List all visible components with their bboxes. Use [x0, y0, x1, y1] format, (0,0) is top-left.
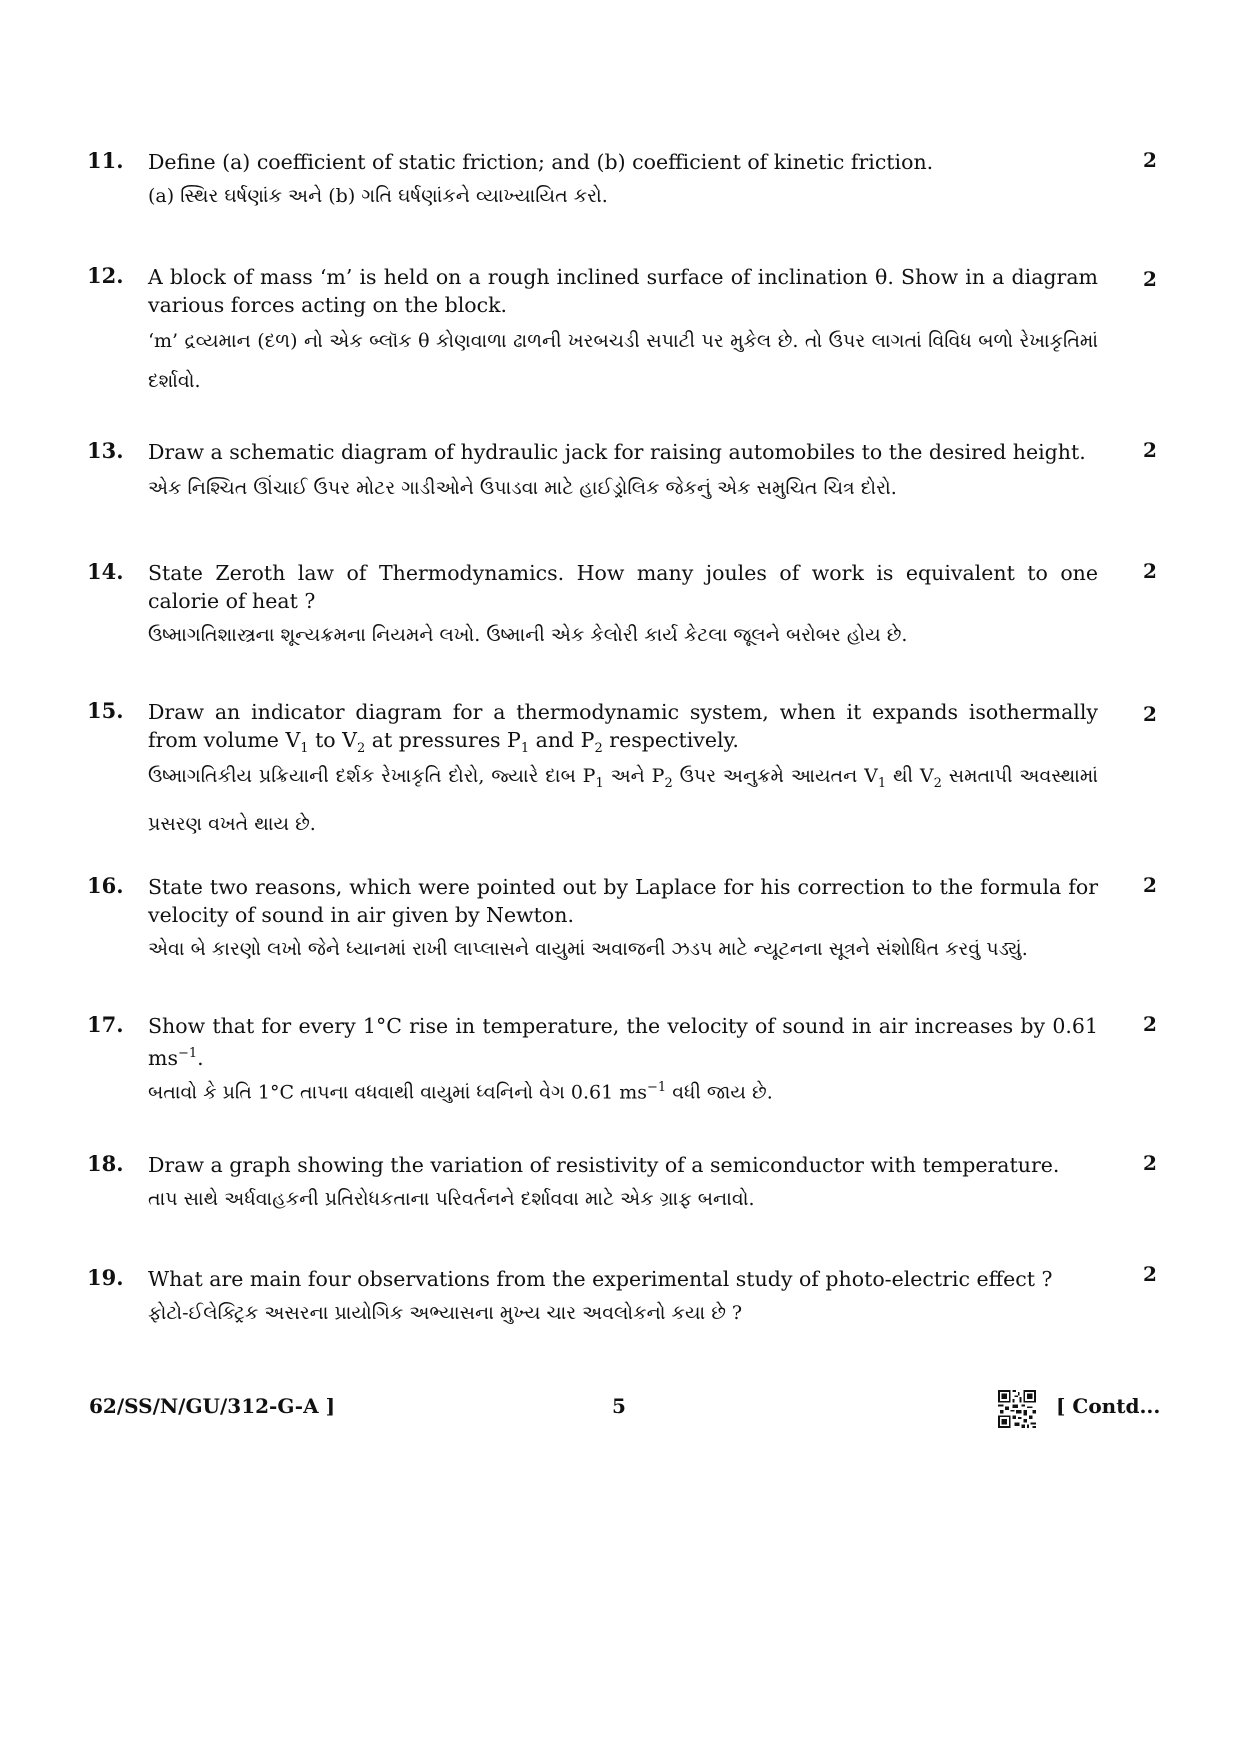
question-number: 13.: [87, 438, 124, 463]
question-text-gujarati: એવા બે કારણો લખો જેને ધ્યાનમાં રાખી લાપ્લાસને વાયુમાં અવાજની ઝડપ માટે ન્યૂટનના સૂત્રને સંશોધિત કરવું પડ્યું.: [148, 938, 1028, 960]
question-number: 16.: [87, 873, 124, 898]
question-marks: 2: [1143, 559, 1157, 583]
question-text-gujarati: (a) સ્થિર ઘર્ષણાંક અને (b) ગતિ ઘર્ષણાંકને વ્યાખ્યાયિત કરો.: [148, 185, 608, 207]
question-marks: 2: [1143, 267, 1157, 291]
question-text-gujarati: ઉષ્માગતિશાસ્ત્રના શૂન્યક્રમના નિયમને લખો. ઉષ્માની એક કેલોરી કાર્ય કેટલા જૂલને બરોબર હોય છે.: [148, 624, 908, 646]
question-text-english: State two reasons, which were pointed out by Laplace for his correction to the formula for velocity of sound in air given by Newton.: [148, 875, 1098, 927]
question-marks: 2: [1143, 873, 1157, 897]
continued-label: [ Contd...: [1056, 1394, 1161, 1418]
question-number: 14.: [87, 559, 124, 584]
question-marks: 2: [1143, 1012, 1157, 1036]
page-footer: [0, 1394, 1240, 1434]
question-text-english: Define (a) coefficient of static friction; and (b) coefficient of kinetic friction.: [148, 150, 934, 174]
question-text-gujarati: ફોટો-ઈલેક્ટ્રિક અસરના પ્રાયોગિક અભ્યાસના મુખ્ય ચાર અવલોકનો કયા છે ?: [148, 1302, 743, 1324]
question-number: 17.: [87, 1012, 124, 1037]
question-text-gujarati: ઉષ્માગતિકીય પ્રક્રિયાની દર્શક રેખાકૃતિ દોરો, જ્યારે દાબ $P_1$ અને $P_2$ ઉપર અનુક્રમે આયતન $V_1$ થી $V_2$ સમતાપી અવસ્થામાં પ્રસરણ વખતે થાય છે.: [148, 765, 1098, 835]
question-text-english: Draw an indicator diagram for a thermodynamic system, when it expands isothermally from volume $V_1$ to $V_2$ at pressures $P_1$ and $P_2$ respectively.: [148, 700, 1098, 757]
question-text-english: Show that for every 1°C rise in temperature, the velocity of sound in air increases by 0.61 $ms^{-1}$.: [148, 1014, 1098, 1070]
page-number: 5: [612, 1394, 626, 1418]
question-number: 11.: [87, 148, 124, 173]
question-number: 12.: [87, 263, 124, 288]
question-number: 18.: [87, 1151, 124, 1176]
question-text-english: Draw a schematic diagram of hydraulic jack for raising automobiles to the desired height.: [148, 440, 1086, 464]
question-text-english: Draw a graph showing the variation of resistivity of a semiconductor with temperature.: [148, 1153, 1060, 1177]
question-text-gujarati: બતાવો કે પ્રતિ 1°C તાપના વધવાથી વાયુમાં ધ્વનિનો વેગ 0.61 $ms^{-1}$ વધી જાય છે.: [148, 1080, 773, 1104]
question-text-english: A block of mass ‘m’ is held on a rough inclined surface of inclination θ. Show in a diagram various forces acting on the block.: [148, 265, 1098, 317]
question-marks: 2: [1143, 1262, 1157, 1286]
paper-code: 62/SS/N/GU/312-G-A ]: [89, 1394, 336, 1418]
question-text-gujarati: એક નિશ્ચિત ઊંચાઈ ઉપર મોટર ગાડીઓને ઉપાડવા માટે હાઈડ્રોલિક જેકનું એક સમુચિત ચિત્ર દોરો.: [148, 477, 897, 499]
question-text-gujarati: તાપ સાથે અર્ધવાહકની પ્રતિરોધકતાના પરિવર્તનને દર્શાવવા માટે એક ગ્રાફ બનાવો.: [148, 1188, 755, 1210]
question-number: 15.: [87, 698, 124, 723]
qr-code-icon: [998, 1390, 1036, 1428]
question-marks: 2: [1143, 702, 1157, 726]
question-marks: 2: [1143, 148, 1157, 172]
question-number: 19.: [87, 1265, 124, 1290]
question-marks: 2: [1143, 438, 1157, 462]
question-marks: 2: [1143, 1151, 1157, 1175]
question-text-gujarati: ‘m’ દ્રવ્યમાન (દળ) નો એક બ્લૉક θ કોણવાળા ઢાળની ખરબચડી સપાટી પર મુકેલ છે. તો ઉપર લાગતાં વિવિધ બળો રેખાકૃતિમાં દર્શાવો.: [148, 330, 1098, 392]
question-text-english: What are main four observations from the experimental study of photo-electric effect ?: [148, 1267, 1053, 1291]
question-text-english: State Zeroth law of Thermodynamics. How many joules of work is equivalent to one calorie of heat ?: [148, 561, 1098, 613]
